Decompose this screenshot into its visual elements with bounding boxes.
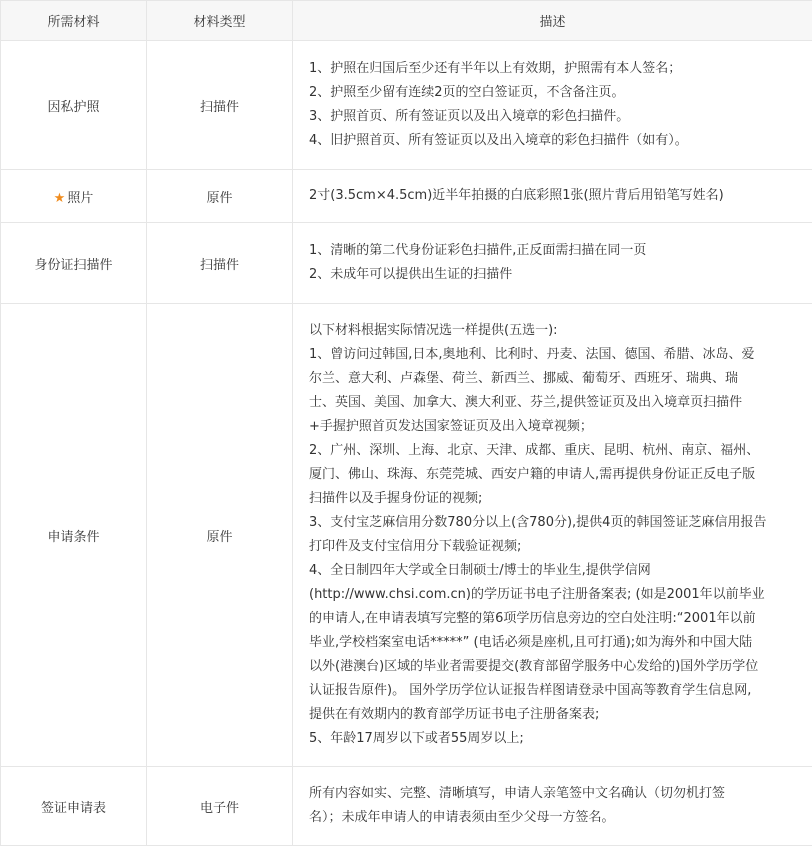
table-row-application-form (1, 767, 812, 846)
description-line: 2、广州、深圳、上海、北京、天津、成都、重庆、昆明、杭州、南京、福州、 (309, 439, 796, 463)
description-line: 4、旧护照首页、所有签证页以及出入境章的彩色扫描件（如有）。 (309, 129, 796, 153)
description-line: 尔兰、意大利、卢森堡、荷兰、新西兰、挪威、葡萄牙、西班牙、瑞典、瑞 (309, 367, 796, 391)
description-line: 2寸(3.5cm×4.5cm)近半年拍摄的白底彩照1张(照片背后用铅笔写姓名) (309, 184, 796, 208)
cell-type: 电子件 (147, 767, 293, 846)
cell-description (293, 170, 812, 223)
description-line: 扫描件以及手握身份证的视频; (309, 487, 796, 511)
description-line: 提供在有效期内的教育部学历证书电子注册备案表; (309, 703, 796, 727)
cell-material: 签证申请表 (1, 767, 147, 846)
description-line: 3、护照首页、所有签证页以及出入境章的彩色扫描件。 (309, 105, 796, 129)
cell-type: 扫描件 (147, 41, 293, 170)
cell-type: 原件 (147, 304, 293, 767)
description-line: 以下材料根据实际情况选一样提供(五选一): (309, 319, 796, 343)
description-line: 厦门、佛山、珠海、东莞莞城、西安户籍的申请人,需再提供身份证正反电子版 (309, 463, 796, 487)
cell-description (293, 767, 812, 846)
description-line: +手握护照首页发达国家签证页及出入境章视频； (309, 415, 796, 439)
description-line: 1、曾访问过韩国,日本,奥地利、比利时、丹麦、法国、德国、希腊、冰岛、爱 (309, 343, 796, 367)
table-row-passport (1, 41, 812, 170)
description-line: 2、未成年可以提供出生证的扫描件 (309, 263, 796, 287)
description-line: 3、支付宝芝麻信用分数780分以上(含780分),提供4页的韩国签证芝麻信用报告 (309, 511, 796, 535)
cell-description (293, 223, 812, 304)
header-description: 描述 (293, 1, 812, 41)
cell-material: 身份证扫描件 (1, 223, 147, 304)
header-type: 材料类型 (147, 1, 293, 41)
description-line: 所有内容如实、完整、清晰填写，申请人亲笔签中文名确认（切勿机打签 (309, 782, 796, 806)
description-line: 的申请人,在申请表填写完整的第6项学历信息旁边的空白处注明:“2001年以前 (309, 607, 796, 631)
cell-material (1, 170, 147, 223)
description-line: 毕业,学校档案室电话*****” (电话必须是座机,且可打通);如为海外和中国大陆 (309, 631, 796, 655)
description-line: 4、全日制四年大学或全日制硕士/博士的毕业生,提供学信网 (309, 559, 796, 583)
table-row-id-card (1, 223, 812, 304)
description-line: 5、年龄17周岁以下或者55周岁以上; (309, 727, 796, 751)
description-line: 认证报告原件)。 国外学历学位认证报告样图请登录中国高等教育学生信息网, (309, 679, 796, 703)
table-header-row (1, 1, 812, 41)
description-line: 名）；未成年申请人的申请表须由至少父母一方签名。 (309, 806, 796, 830)
cell-description (293, 304, 812, 767)
cell-material: 申请条件 (1, 304, 147, 767)
description-line: 以外(港澳台)区域的毕业者需要提交(教育部留学服务中心发给的)国外学历学位 (309, 655, 796, 679)
cell-material-label: 照片 (67, 191, 93, 206)
description-line: 打印件及支付宝信用分下载验证视频; (309, 535, 796, 559)
description-line: 士、英国、美国、加拿大、澳大利亚、芬兰,提供签证页及出入境章页扫描件 (309, 391, 796, 415)
cell-type: 原件 (147, 170, 293, 223)
table-row-conditions (1, 304, 812, 767)
cell-material: 因私护照 (1, 41, 147, 170)
description-line: 1、清晰的第二代身份证彩色扫描件,正反面需扫描在同一页 (309, 239, 796, 263)
header-material: 所需材料 (1, 1, 147, 41)
star-icon: ★ (54, 191, 66, 206)
cell-type: 扫描件 (147, 223, 293, 304)
description-line: 2、护照至少留有连续2页的空白签证页，不含备注页。 (309, 81, 796, 105)
cell-description (293, 41, 812, 170)
description-line: (http://www.chsi.com.cn)的学历证书电子注册备案表; (如是2001年以前毕业 (309, 583, 796, 607)
description-line: 1、护照在归国后至少还有半年以上有效期，护照需有本人签名； (309, 57, 796, 81)
table-row-photo (1, 170, 812, 223)
